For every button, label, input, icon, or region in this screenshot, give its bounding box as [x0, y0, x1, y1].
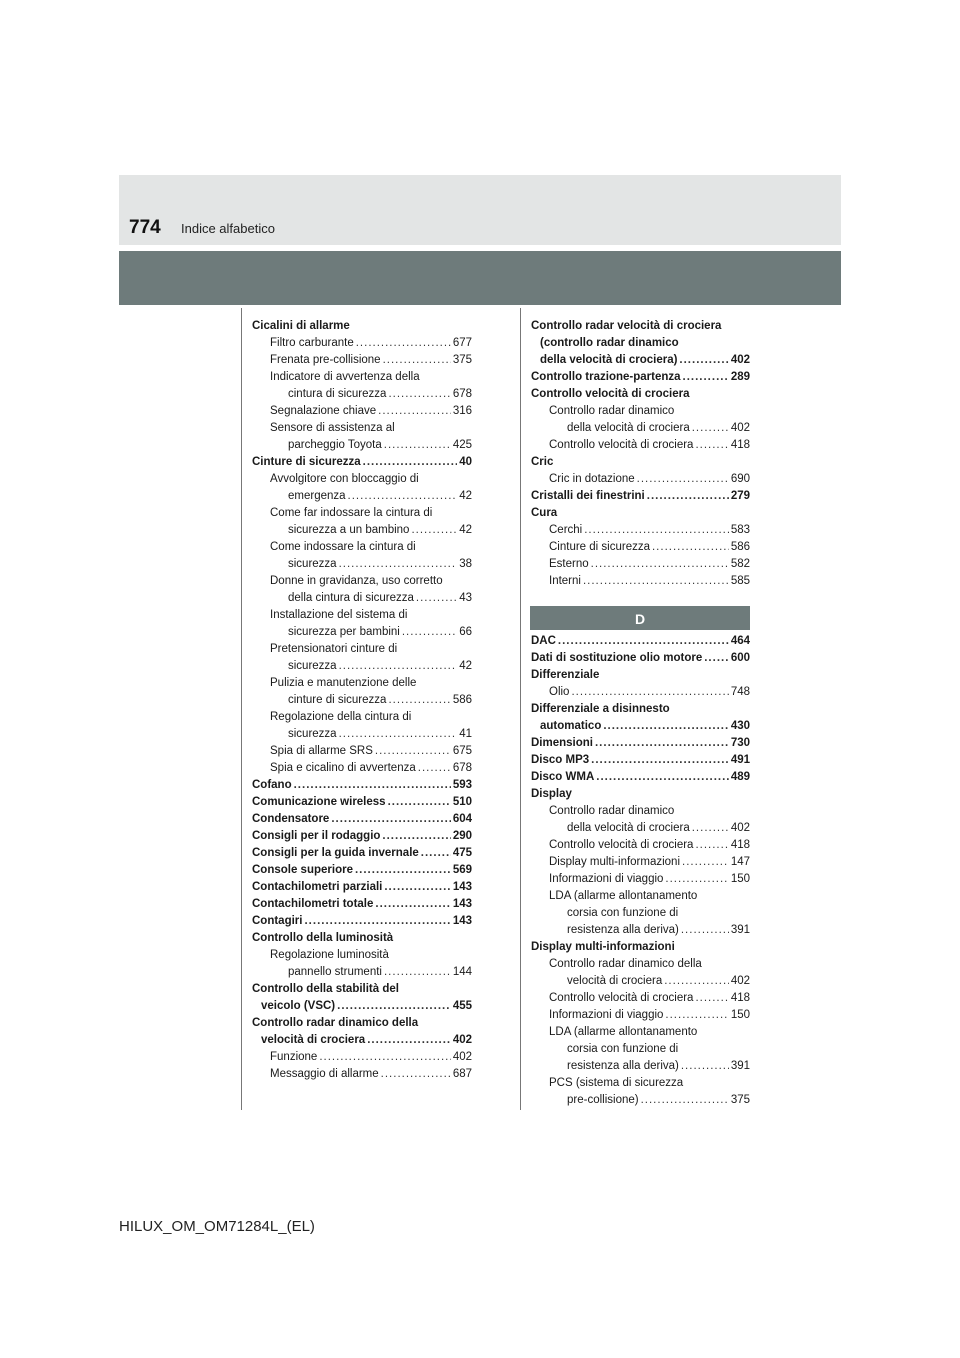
dot-leader	[695, 437, 728, 454]
page-reference: 402	[730, 354, 750, 366]
page-reference: 418	[730, 992, 750, 1004]
dot-leader	[591, 752, 729, 769]
entry-label: DAC	[531, 635, 556, 647]
page-reference: 491	[730, 754, 750, 766]
page-reference: 455	[452, 1000, 472, 1012]
index-subentry-line: Come far indossare la cintura di	[270, 507, 433, 519]
index-subentry-line: Pretensionatori cinture di	[270, 643, 398, 655]
index-heading: Cric	[531, 456, 554, 468]
index-heading: Cura	[531, 507, 558, 519]
index-subentry	[252, 352, 472, 369]
page-reference: 66	[459, 626, 472, 638]
index-subentry	[252, 386, 472, 403]
index-heading: Controllo radar velocità di crociera	[531, 320, 722, 332]
index-subentry	[252, 624, 472, 641]
entry-label: Cristalli dei finestrini	[531, 490, 645, 502]
index-subentry	[531, 973, 750, 990]
index-subentry	[531, 539, 750, 556]
index-heading: Display	[531, 788, 572, 800]
entry-label: resistenza alla deriva)	[567, 924, 679, 936]
index-subentry	[531, 522, 750, 539]
page-reference: 464	[730, 635, 750, 647]
index-entry	[252, 998, 472, 1015]
page-reference: 510	[452, 796, 472, 808]
entry-label: Condensatore	[252, 813, 330, 825]
page-reference: 690	[730, 473, 750, 485]
entry-label: Dati di sostituzione olio motore	[531, 652, 703, 664]
entry-label: Controllo velocità di crociera	[549, 839, 694, 851]
dot-leader	[418, 760, 451, 777]
index-entry	[252, 862, 472, 879]
dot-leader	[388, 386, 450, 403]
dot-leader	[382, 828, 450, 845]
index-entry	[531, 752, 750, 769]
entry-label: pre-collisione)	[567, 1094, 639, 1106]
index-entry	[252, 913, 472, 930]
dot-leader	[383, 352, 451, 369]
entry-label: della velocità di crociera	[567, 822, 690, 834]
entry-label: Spia di allarme SRS	[270, 745, 373, 757]
index-subentry-line: Controllo radar dinamico della	[549, 958, 702, 970]
index-heading: Display multi-informazioni	[531, 941, 675, 953]
index-entry	[531, 650, 750, 667]
entry-label: velocità di crociera	[261, 1034, 366, 1046]
index-subentry	[252, 743, 472, 760]
dot-leader	[558, 633, 729, 650]
index-subentry	[531, 1007, 750, 1024]
index-heading: Controllo radar dinamico della	[252, 1017, 419, 1029]
dot-leader	[339, 556, 458, 573]
entry-label: sicurezza	[288, 660, 337, 672]
entry-label: Comunicazione wireless	[252, 796, 386, 808]
page-reference: 147	[730, 856, 750, 868]
page-reference: 425	[452, 439, 472, 451]
header-dark-band	[119, 251, 841, 305]
entry-label: Disco MP3	[531, 754, 590, 766]
page-reference: 42	[459, 524, 472, 536]
entry-label: della velocità di crociera)	[540, 354, 678, 366]
index-entry	[531, 369, 750, 386]
index-subentry-line: PCS (sistema di sicurezza	[549, 1077, 684, 1089]
index-subentry-line: Pulizia e manutenzione delle	[270, 677, 417, 689]
entry-label: Spia e cicalino di avvertenza	[270, 762, 416, 774]
page-reference: 143	[452, 881, 472, 893]
entry-label: velocità di crociera	[567, 975, 663, 987]
index-subentry-line: corsia con funzione di	[567, 1043, 679, 1055]
index-subentry	[252, 437, 472, 454]
page-reference: 678	[452, 388, 472, 400]
index-subentry	[252, 760, 472, 777]
index-subentry	[531, 573, 750, 590]
entry-label: sicurezza	[288, 558, 337, 570]
dot-leader	[388, 794, 451, 811]
dot-leader	[704, 650, 729, 667]
entry-label: Cric in dotazione	[549, 473, 635, 485]
entry-label: Contagiri	[252, 915, 303, 927]
dot-leader	[294, 777, 451, 794]
index-subentry	[252, 1049, 472, 1066]
index-subentry	[531, 420, 750, 437]
dot-leader	[384, 437, 451, 454]
index-subentry-line: Installazione del sistema di	[270, 609, 408, 621]
index-entry	[252, 879, 472, 896]
index-subentry	[252, 726, 472, 743]
page-reference: 489	[730, 771, 750, 783]
index-entry	[531, 718, 750, 735]
index-subentry	[531, 1058, 750, 1075]
index-subentry	[252, 335, 472, 352]
page-reference: 42	[459, 490, 472, 502]
dot-leader	[647, 488, 729, 505]
entry-label: pannello strumenti	[288, 966, 382, 978]
page-reference: 391	[730, 1060, 750, 1072]
letter-section-header: D	[530, 606, 750, 630]
dot-leader	[367, 1032, 451, 1049]
page-reference: 375	[452, 354, 472, 366]
page-reference: 687	[452, 1068, 472, 1080]
entry-label: Controllo velocità di crociera	[549, 439, 694, 451]
entry-label: Esterno	[549, 558, 589, 570]
entry-label: della velocità di crociera	[567, 422, 690, 434]
entry-label: Informazioni di viaggio	[549, 873, 664, 885]
page-reference: 586	[730, 541, 750, 553]
entry-label: cintura di sicurezza	[288, 388, 387, 400]
index-heading: Controllo velocità di crociera	[531, 388, 690, 400]
dot-leader	[378, 403, 451, 420]
index-subentry-line: Controllo radar dinamico	[549, 405, 675, 417]
document-code: HILUX_OM_OM71284L_(EL)	[119, 1218, 315, 1235]
entry-label: Cinture di sicurezza	[252, 456, 361, 468]
index-subentry-line: Donne in gravidanza, uso corretto	[270, 575, 443, 587]
center-column-divider	[520, 308, 521, 1110]
entry-label: Console superiore	[252, 864, 353, 876]
page-reference: 402	[452, 1034, 472, 1046]
index-subentry	[531, 990, 750, 1007]
page-reference: 583	[730, 524, 750, 536]
index-heading: Cicalini di allarme	[252, 320, 350, 332]
page-reference: 593	[452, 779, 472, 791]
page-reference: 38	[459, 558, 472, 570]
dot-leader	[591, 556, 729, 573]
entry-label: veicolo (VSC)	[261, 1000, 336, 1012]
index-entry	[531, 735, 750, 752]
page-reference: 290	[452, 830, 472, 842]
dot-leader	[641, 1092, 729, 1109]
page-reference: 748	[730, 686, 750, 698]
index-subentry-line: corsia con funzione di	[567, 907, 679, 919]
entry-label: Cinture di sicurezza	[549, 541, 650, 553]
dot-leader	[683, 369, 729, 386]
dot-leader	[679, 352, 728, 369]
index-heading: Controllo della luminosità	[252, 932, 394, 944]
dot-leader	[596, 769, 729, 786]
dot-leader	[595, 735, 729, 752]
page-reference: 402	[452, 1051, 472, 1063]
index-entry	[252, 845, 472, 862]
index-subentry	[252, 556, 472, 573]
index-subentry	[531, 854, 750, 871]
entry-label: Display multi-informazioni	[549, 856, 681, 868]
index-subentry-line: Regolazione luminosità	[270, 949, 389, 961]
index-subentry-line: Sensore di assistenza al	[270, 422, 395, 434]
dot-leader	[375, 743, 451, 760]
index-entry	[252, 794, 472, 811]
page-reference: 375	[730, 1094, 750, 1106]
dot-leader	[421, 845, 451, 862]
index-entry	[252, 828, 472, 845]
index-column-left	[252, 318, 472, 1083]
dot-leader	[319, 1049, 451, 1066]
page-reference: 582	[730, 558, 750, 570]
dot-leader	[664, 973, 729, 990]
dot-leader	[571, 684, 728, 701]
dot-leader	[411, 522, 457, 539]
dot-leader	[682, 854, 729, 871]
page-reference: 402	[730, 422, 750, 434]
dot-leader	[402, 624, 457, 641]
page-reference: 279	[730, 490, 750, 502]
section-title: Indice alfabetico	[181, 221, 275, 236]
entry-label: Consigli per la guida invernale	[252, 847, 419, 859]
index-entry	[252, 777, 472, 794]
page-reference: 675	[452, 745, 472, 757]
page-reference: 43	[459, 592, 472, 604]
page-reference: 41	[459, 728, 472, 740]
dot-leader	[339, 726, 458, 743]
page-reference: 677	[452, 337, 472, 349]
page-reference: 150	[730, 1009, 750, 1021]
dot-leader	[665, 1007, 728, 1024]
index-subentry-line: LDA (allarme allontanamento	[549, 890, 698, 902]
entry-label: Funzione	[270, 1051, 318, 1063]
page-reference: 402	[730, 822, 750, 834]
entry-label: automatico	[540, 720, 602, 732]
index-subentry	[531, 871, 750, 888]
dot-leader	[681, 1058, 729, 1075]
entry-label: Controllo trazione-partenza	[531, 371, 681, 383]
entry-label: Interni	[549, 575, 581, 587]
index-subentry	[531, 684, 750, 701]
index-heading: Differenziale	[531, 669, 600, 681]
dot-leader	[603, 718, 728, 735]
dot-leader	[665, 871, 728, 888]
dot-leader	[695, 837, 728, 854]
entry-label: sicurezza per bambini	[288, 626, 400, 638]
page-reference: 678	[452, 762, 472, 774]
entry-label: resistenza alla deriva)	[567, 1060, 679, 1072]
page-reference: 418	[730, 439, 750, 451]
entry-label: sicurezza	[288, 728, 337, 740]
index-subentry	[531, 922, 750, 939]
dot-leader	[384, 964, 451, 981]
dot-leader	[348, 488, 458, 505]
entry-label: Disco WMA	[531, 771, 595, 783]
index-entry	[531, 352, 750, 369]
index-heading: (controllo radar dinamico	[540, 337, 679, 349]
index-entry	[531, 769, 750, 786]
page-reference: 418	[730, 839, 750, 851]
page-reference: 144	[452, 966, 472, 978]
dot-leader	[583, 573, 729, 590]
dot-leader	[695, 990, 728, 1007]
index-subentry	[531, 837, 750, 854]
entry-label: parcheggio Toyota	[288, 439, 382, 451]
page-reference: 316	[452, 405, 472, 417]
page-number: 774	[129, 217, 161, 238]
index-subentry	[252, 692, 472, 709]
page-reference: 586	[452, 694, 472, 706]
index-subentry	[252, 590, 472, 607]
dot-leader	[384, 879, 450, 896]
entry-label: Dimensioni	[531, 737, 593, 749]
page-reference: 569	[452, 864, 472, 876]
entry-label: Olio	[549, 686, 570, 698]
dot-leader	[337, 998, 451, 1015]
entry-label: Controllo velocità di crociera	[549, 992, 694, 1004]
page-reference: 475	[452, 847, 472, 859]
index-subentry	[531, 1092, 750, 1109]
dot-leader	[339, 658, 458, 675]
index-subentry-line: LDA (allarme allontanamento	[549, 1026, 698, 1038]
page-reference: 391	[730, 924, 750, 936]
page-reference: 585	[730, 575, 750, 587]
index-subentry-line: Come indossare la cintura di	[270, 541, 416, 553]
index-subentry	[252, 488, 472, 505]
index-subentry-line: Controllo radar dinamico	[549, 805, 675, 817]
entry-label: cinture di sicurezza	[288, 694, 387, 706]
index-subentry-line: Indicatore di avvertenza della	[270, 371, 420, 383]
dot-leader	[363, 454, 458, 471]
dot-leader	[381, 1066, 451, 1083]
index-subentry	[252, 658, 472, 675]
page-reference: 402	[730, 975, 750, 987]
index-subentry	[531, 471, 750, 488]
entry-label: Consigli per il rodaggio	[252, 830, 381, 842]
dot-leader	[355, 862, 451, 879]
page-reference: 40	[459, 456, 472, 468]
entry-label: Contachilometri parziali	[252, 881, 383, 893]
dot-leader	[331, 811, 450, 828]
page-reference: 143	[452, 898, 472, 910]
index-subentry	[252, 522, 472, 539]
index-heading: Controllo della stabilità del	[252, 983, 399, 995]
page-reference: 604	[452, 813, 472, 825]
index-subentry	[252, 1066, 472, 1083]
index-entry	[252, 811, 472, 828]
dot-leader	[692, 820, 729, 837]
dot-leader	[304, 913, 450, 930]
index-subentry-line: Avvolgitore con bloccaggio di	[270, 473, 419, 485]
index-entry	[252, 1032, 472, 1049]
entry-label: della cintura di sicurezza	[288, 592, 414, 604]
entry-label: Cofano	[252, 779, 292, 791]
index-subentry-line: Regolazione della cintura di	[270, 711, 412, 723]
entry-label: sicurezza a un bambino	[288, 524, 410, 536]
dot-leader	[652, 539, 729, 556]
index-subentry	[252, 964, 472, 981]
entry-label: emergenza	[288, 490, 346, 502]
entry-label: Cerchi	[549, 524, 583, 536]
page-reference: 600	[730, 652, 750, 664]
index-column-right-c	[531, 318, 750, 590]
page-reference: 42	[459, 660, 472, 672]
page-reference: 289	[730, 371, 750, 383]
index-heading: Differenziale a disinnesto	[531, 703, 670, 715]
index-subentry	[252, 403, 472, 420]
index-subentry	[531, 437, 750, 454]
entry-label: Frenata pre-collisione	[270, 354, 381, 366]
entry-label: Segnalazione chiave	[270, 405, 377, 417]
dot-leader	[681, 922, 729, 939]
dot-leader	[584, 522, 729, 539]
index-entry	[252, 454, 472, 471]
dot-leader	[388, 692, 450, 709]
index-subentry	[531, 556, 750, 573]
index-column-right-d	[531, 633, 750, 1109]
entry-label: Filtro carburante	[270, 337, 354, 349]
index-entry	[531, 488, 750, 505]
page-reference: 150	[730, 873, 750, 885]
dot-leader	[637, 471, 729, 488]
page-reference: 430	[730, 720, 750, 732]
index-subentry	[531, 820, 750, 837]
index-entry	[531, 633, 750, 650]
page-reference: 730	[730, 737, 750, 749]
left-column-divider	[241, 308, 242, 1110]
entry-label: Informazioni di viaggio	[549, 1009, 664, 1021]
entry-label: Messaggio di allarme	[270, 1068, 379, 1080]
page-reference: 143	[452, 915, 472, 927]
dot-leader	[416, 590, 457, 607]
dot-leader	[692, 420, 729, 437]
dot-leader	[356, 335, 451, 352]
dot-leader	[375, 896, 450, 913]
entry-label: Contachilometri totale	[252, 898, 374, 910]
index-entry	[252, 896, 472, 913]
